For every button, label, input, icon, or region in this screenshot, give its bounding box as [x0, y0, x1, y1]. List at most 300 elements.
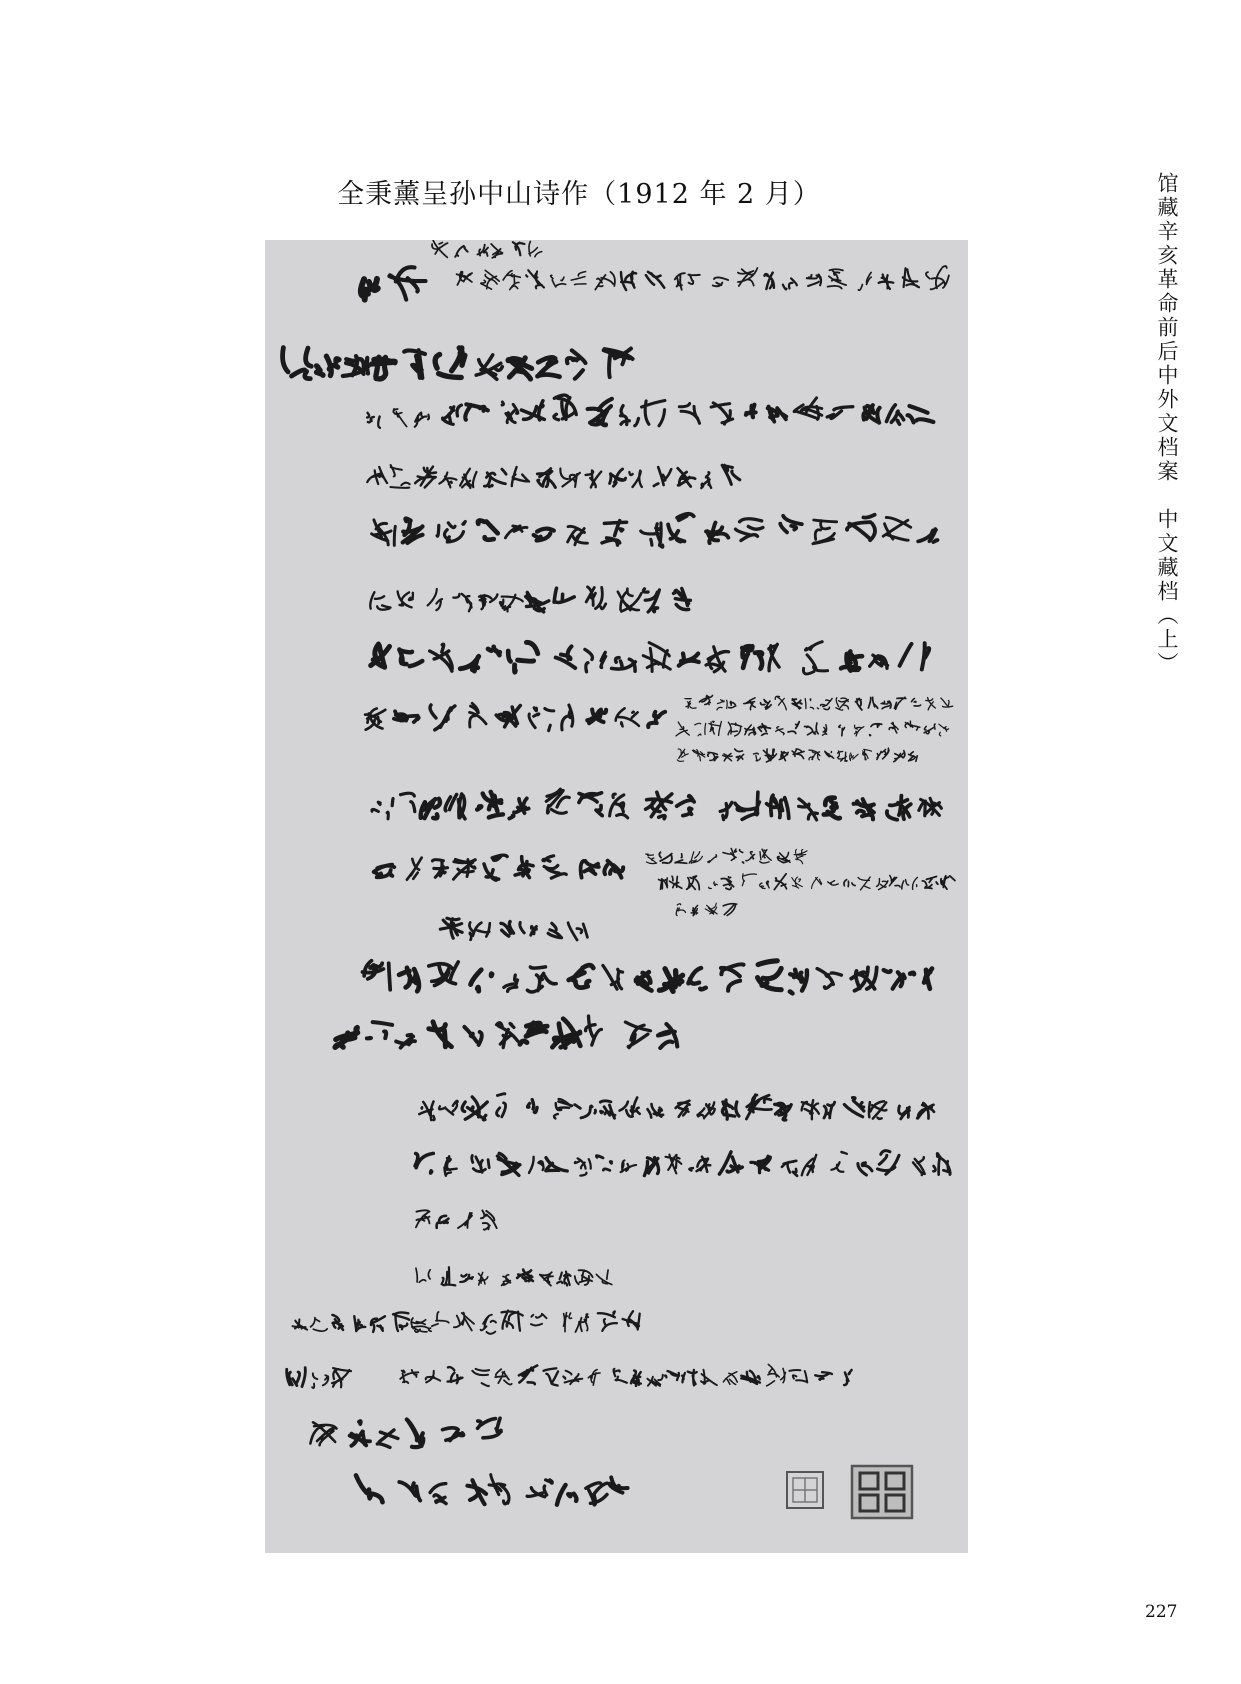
calligraphy-glyph [701, 472, 711, 488]
calligraphy-glyph [603, 965, 623, 989]
calligraphy-glyph [631, 1371, 641, 1386]
calligraphy-glyph [283, 348, 312, 379]
calligraphy-glyph [688, 275, 699, 284]
calligraphy-line [416, 1210, 497, 1229]
calligraphy-glyph [469, 922, 489, 939]
calligraphy-glyph [903, 268, 919, 287]
calligraphy-glyph [585, 649, 606, 671]
calligraphy-glyph [799, 799, 818, 820]
calligraphy-glyph [621, 406, 639, 426]
calligraphy-line [293, 1311, 640, 1334]
calligraphy-glyph [701, 1370, 717, 1386]
calligraphy-glyph [370, 592, 390, 610]
calligraphy-glyph [496, 706, 520, 727]
calligraphy-scan [265, 240, 968, 1553]
calligraphy-glyph [567, 350, 585, 378]
calligraphy-glyph [444, 1156, 456, 1176]
calligraphy-glyph [512, 467, 529, 486]
calligraphy-glyph [586, 1016, 602, 1045]
calligraphy-glyph [546, 789, 569, 813]
calligraphy-line [363, 961, 933, 994]
calligraphy-glyph [392, 793, 415, 811]
calligraphy-glyph [596, 1270, 611, 1284]
calligraphy-glyph [404, 350, 425, 378]
calligraphy-line [419, 1094, 934, 1120]
calligraphy-glyph [586, 1483, 607, 1505]
calligraphy-glyph [616, 708, 639, 726]
calligraphy-glyph [517, 1270, 533, 1282]
calligraphy-glyph [809, 750, 820, 760]
calligraphy-line [372, 789, 941, 820]
calligraphy-glyph [407, 858, 422, 880]
calligraphy-glyph [644, 1158, 658, 1176]
calligraphy-glyph [443, 405, 462, 424]
calligraphy-glyph [824, 1102, 835, 1118]
calligraphy-glyph [765, 273, 774, 289]
running-head-book: 馆藏辛亥革命前后中外文档案 [1155, 172, 1179, 484]
seal-large-icon [850, 1464, 914, 1520]
calligraphy-glyph [621, 272, 636, 290]
calligraphy-glyph [844, 880, 855, 887]
calligraphy-glyph [741, 1371, 760, 1384]
calligraphy-glyph [460, 656, 478, 671]
calligraphy-glyph [868, 697, 877, 708]
calligraphy-glyph [648, 1104, 664, 1118]
calligraphy-line [335, 1016, 677, 1048]
calligraphy-glyph [887, 796, 911, 820]
calligraphy-glyph [612, 658, 636, 672]
calligraphy-glyph [407, 1420, 423, 1448]
calligraphy-glyph [900, 643, 930, 669]
calligraphy-glyph [416, 1210, 430, 1227]
calligraphy-glyph [586, 587, 606, 609]
calligraphy-glyph [576, 1314, 589, 1332]
calligraphy-glyph [855, 725, 864, 736]
calligraphy-glyph [604, 349, 633, 378]
calligraphy-glyph [805, 723, 819, 735]
calligraphy-glyph [293, 1319, 308, 1329]
calligraphy-glyph [476, 355, 502, 379]
calligraphy-glyph [745, 725, 756, 735]
calligraphy-glyph [531, 1314, 547, 1326]
calligraphy-glyph [439, 472, 456, 487]
calligraphy-glyph [844, 1098, 864, 1117]
calligraphy-glyph [722, 1100, 739, 1119]
calligraphy-glyph [415, 467, 436, 488]
calligraphy-glyph [851, 967, 877, 990]
calligraphy-glyph [581, 861, 599, 878]
calligraphy-glyph [505, 526, 527, 538]
calligraphy-glyph [677, 749, 688, 761]
calligraphy-glyph [557, 1485, 577, 1505]
calligraphy-glyph [709, 882, 718, 889]
calligraphy-glyph [365, 709, 385, 730]
calligraphy-glyph [350, 1421, 370, 1446]
calligraphy-line [361, 267, 426, 299]
calligraphy-glyph [847, 515, 875, 541]
calligraphy-glyph [513, 242, 525, 255]
calligraphy-line [646, 848, 807, 863]
calligraphy-glyph [479, 595, 497, 610]
calligraphy-glyph [742, 874, 756, 886]
calligraphy-line [685, 696, 953, 711]
calligraphy-glyph [854, 799, 874, 819]
calligraphy-glyph [926, 266, 949, 289]
calligraphy-line [457, 266, 949, 290]
calligraphy-glyph [399, 968, 419, 991]
calligraphy-glyph [604, 861, 623, 878]
calligraphy-glyph [437, 1216, 449, 1228]
calligraphy-glyph [472, 1156, 489, 1173]
calligraphy-glyph [828, 881, 839, 886]
calligraphy-line [356, 1475, 628, 1505]
calligraphy-glyph [794, 398, 822, 420]
calligraphy-glyph [705, 903, 717, 914]
calligraphy-glyph [481, 1315, 496, 1334]
page-title: 全秉薰呈孙中山诗作（1912 年 2 月） [337, 179, 821, 210]
calligraphy-glyph [767, 1364, 786, 1386]
calligraphy-glyph [706, 523, 728, 544]
calligraphy-line [400, 1364, 851, 1386]
calligraphy-glyph [675, 273, 685, 290]
calligraphy-glyph [708, 855, 717, 863]
calligraphy-glyph [400, 1370, 418, 1383]
calligraphy-glyph [416, 1268, 430, 1282]
calligraphy-glyph [587, 710, 606, 724]
calligraphy-glyph [767, 795, 789, 818]
calligraphy-glyph [723, 1372, 737, 1385]
calligraphy-glyph [711, 403, 733, 424]
calligraphy-glyph [760, 881, 770, 889]
calligraphy-glyph [858, 877, 870, 890]
calligraphy-glyph [654, 467, 671, 486]
calligraphy-glyph [460, 1275, 473, 1283]
calligraphy-glyph [472, 1369, 489, 1386]
calligraphy-glyph [721, 877, 733, 890]
calligraphy-glyph [780, 516, 802, 533]
calligraphy-glyph [646, 854, 657, 864]
calligraphy-glyph [910, 969, 932, 989]
calligraphy-line [659, 874, 955, 890]
calligraphy-glyph [415, 413, 429, 427]
calligraphy-glyph [335, 1028, 358, 1048]
calligraphy-glyph [735, 792, 759, 819]
calligraphy-glyph [682, 1370, 697, 1386]
calligraphy-glyph [894, 751, 905, 762]
calligraphy-glyph [508, 358, 532, 379]
calligraphy-glyph [689, 852, 702, 864]
calligraphy-glyph [439, 1101, 458, 1115]
calligraphy-glyph [723, 754, 733, 761]
calligraphy-glyph [802, 1100, 819, 1119]
calligraphy-glyph [497, 1153, 520, 1175]
calligraphy-glyph [924, 724, 935, 734]
calligraphy-glyph [926, 698, 936, 710]
calligraphy-glyph [430, 1484, 446, 1504]
calligraphy-glyph [895, 697, 906, 709]
calligraphy-glyph [746, 405, 756, 418]
calligraphy-line [370, 587, 690, 612]
running-head-volume: 中文藏档（上） [1155, 508, 1179, 676]
calligraphy-glyph [863, 405, 879, 423]
calligraphy-glyph [912, 699, 921, 707]
calligraphy-glyph [415, 1153, 433, 1173]
calligraphy-glyph [453, 594, 471, 611]
calligraphy-glyph [812, 877, 822, 888]
calligraphy-glyph [779, 752, 788, 761]
calligraphy-glyph [856, 699, 862, 710]
calligraphy-glyph [899, 1106, 910, 1119]
calligraphy-line [432, 241, 542, 258]
calligraphy-glyph [377, 1430, 398, 1448]
calligraphy-glyph [769, 644, 779, 670]
calligraphy-glyph [411, 1318, 428, 1332]
calligraphy-glyph [538, 357, 560, 376]
calligraphy-glyph [419, 1102, 434, 1121]
calligraphy-glyph [674, 589, 691, 610]
calligraphy-glyph [529, 1157, 544, 1173]
calligraphy-glyph [586, 471, 602, 488]
calligraphy-glyph [501, 922, 514, 937]
calligraphy-glyph [548, 923, 562, 938]
calligraphy-glyph [658, 1024, 677, 1048]
calligraphy-glyph [790, 970, 807, 994]
calligraphy-glyph [728, 722, 742, 736]
calligraphy-glyph [543, 856, 566, 878]
calligraphy-glyph [693, 750, 705, 761]
calligraphy-glyph [738, 268, 758, 286]
calligraphy-glyph [568, 923, 587, 940]
calligraphy-glyph [774, 874, 786, 890]
calligraphy-glyph [883, 517, 911, 540]
calligraphy-glyph [788, 722, 799, 734]
calligraphy-glyph [598, 1311, 617, 1331]
calligraphy-glyph [481, 1210, 497, 1229]
calligraphy-glyph [367, 413, 380, 428]
calligraphy-glyph [595, 272, 615, 290]
calligraphy-glyph [792, 877, 803, 888]
calligraphy-glyph [666, 1155, 682, 1174]
calligraphy-glyph [722, 465, 740, 484]
calligraphy-glyph [647, 1375, 662, 1386]
calligraphy-glyph [646, 272, 664, 288]
calligraphy-glyph [723, 848, 737, 860]
calligraphy-glyph [821, 699, 833, 710]
calligraphy-glyph [317, 356, 340, 375]
calligraphy-glyph [433, 860, 448, 878]
calligraphy-glyph [805, 699, 818, 709]
calligraphy-glyph [939, 724, 949, 736]
running-head [1152, 172, 1182, 676]
calligraphy-glyph [430, 705, 455, 730]
calligraphy-glyph [520, 922, 537, 935]
handwritten-calligraphy-icon [265, 240, 968, 1553]
calligraphy-glyph [610, 794, 628, 818]
calligraphy-glyph [838, 751, 848, 761]
calligraphy-glyph [464, 1027, 481, 1045]
calligraphy-glyph [579, 793, 602, 816]
calligraphy-glyph [744, 698, 756, 710]
calligraphy-glyph [527, 967, 556, 992]
calligraphy-glyph [371, 644, 390, 667]
calligraphy-glyph [596, 1156, 611, 1171]
calligraphy-glyph [760, 849, 771, 863]
calligraphy-glyph [332, 1315, 343, 1330]
calligraphy-glyph [677, 796, 694, 816]
calligraphy-glyph [465, 404, 488, 419]
calligraphy-glyph [445, 794, 465, 819]
calligraphy-glyph [828, 269, 847, 288]
calligraphy-glyph [643, 589, 659, 612]
calligraphy-glyph [560, 468, 580, 487]
calligraphy-glyph [641, 523, 663, 547]
calligraphy-glyph [484, 855, 507, 880]
calligraphy-glyph [478, 1418, 501, 1438]
calligraphy-glyph [484, 469, 506, 487]
calligraphy-line [367, 465, 740, 488]
calligraphy-glyph [768, 407, 787, 422]
calligraphy-glyph [398, 591, 413, 607]
calligraphy-glyph [887, 405, 904, 424]
calligraphy-glyph [312, 1373, 328, 1388]
calligraphy-glyph [529, 708, 554, 731]
calligraphy-glyph [621, 1160, 637, 1172]
calligraphy-glyph [659, 969, 682, 992]
calligraphy-glyph [454, 1313, 474, 1331]
calligraphy-glyph [443, 1428, 464, 1441]
calligraphy-glyph [775, 1103, 792, 1120]
calligraphy-glyph [881, 701, 891, 709]
calligraphy-glyph [863, 749, 872, 760]
calligraphy-glyph [836, 698, 849, 710]
calligraphy-glyph [371, 1316, 385, 1332]
calligraphy-glyph [442, 1267, 456, 1285]
calligraphy-glyph [792, 699, 802, 709]
calligraphy-glyph [687, 876, 700, 890]
calligraphy-glyph [556, 646, 576, 668]
calligraphy-glyph [495, 1369, 512, 1384]
calligraphy-glyph [502, 402, 518, 423]
calligraphy-line [677, 748, 917, 762]
calligraphy-glyph [933, 1153, 950, 1174]
calligraphy-glyph [905, 721, 920, 730]
calligraphy-glyph [575, 1105, 596, 1118]
calligraphy-glyph [723, 904, 737, 916]
calligraphy-glyph [390, 465, 409, 488]
calligraphy-line [676, 721, 949, 736]
calligraphy-glyph [467, 1480, 486, 1504]
calligraphy-glyph [520, 1023, 547, 1044]
calligraphy-glyph [502, 1311, 523, 1331]
calligraphy-glyph [435, 348, 465, 378]
calligraphy-glyph [557, 1272, 570, 1286]
calligraphy-glyph [571, 272, 586, 285]
calligraphy-glyph [735, 749, 744, 761]
calligraphy-glyph [602, 521, 627, 546]
calligraphy-glyph [758, 724, 770, 736]
calligraphy-glyph [429, 1022, 452, 1047]
calligraphy-glyph [792, 749, 804, 759]
calligraphy-glyph [817, 969, 841, 989]
calligraphy-glyph [428, 589, 443, 610]
calligraphy-glyph [839, 725, 845, 736]
calligraphy-glyph [332, 1368, 351, 1387]
calligraphy-glyph [462, 1097, 487, 1120]
calligraphy-glyph [642, 401, 665, 426]
calligraphy-glyph [575, 1158, 591, 1175]
calligraphy-line [440, 918, 587, 940]
calligraphy-glyph [569, 965, 594, 988]
calligraphy-glyph [600, 1101, 615, 1118]
calligraphy-glyph [544, 1368, 558, 1385]
calligraphy-glyph [695, 723, 706, 736]
calligraphy-glyph [429, 962, 458, 986]
calligraphy-glyph [889, 876, 903, 889]
calligraphy-line [415, 1151, 950, 1176]
calligraphy-glyph [670, 876, 682, 888]
calligraphy-glyph [455, 246, 467, 257]
calligraphy-glyph [343, 356, 370, 376]
calligraphy-glyph [458, 1213, 472, 1228]
calligraphy-glyph [311, 1318, 328, 1332]
calligraphy-glyph [717, 700, 727, 710]
calligraphy-glyph [870, 655, 888, 668]
calligraphy-glyph [430, 644, 452, 671]
calligraphy-glyph [919, 798, 942, 816]
calligraphy-glyph [568, 526, 588, 545]
calligraphy-glyph [588, 1370, 600, 1386]
calligraphy-glyph [869, 1101, 886, 1119]
calligraphy-line [443, 395, 934, 426]
calligraphy-glyph [372, 357, 395, 379]
calligraphy-glyph [858, 1163, 872, 1175]
calligraphy-glyph [736, 519, 763, 541]
calligraphy-glyph [803, 642, 827, 674]
calligraphy-glyph [562, 705, 573, 730]
calligraphy-glyph [554, 588, 574, 602]
calligraphy-glyph [668, 514, 694, 542]
calligraphy-glyph [679, 654, 699, 666]
calligraphy-glyph [758, 961, 782, 990]
calligraphy-glyph [742, 646, 762, 668]
calligraphy-glyph [372, 520, 396, 545]
calligraphy-glyph [504, 975, 518, 991]
calligraphy-glyph [659, 852, 672, 863]
calligraphy-glyph [618, 589, 642, 612]
calligraphy-glyph [648, 712, 665, 727]
calligraphy-glyph [909, 752, 918, 762]
calligraphy-glyph [823, 725, 827, 736]
calligraphy-glyph [753, 753, 760, 761]
calligraphy-glyph [367, 467, 387, 484]
calligraphy-glyph [877, 879, 888, 890]
calligraphy-glyph [783, 278, 797, 289]
calligraphy-line [365, 703, 665, 730]
calligraphy-glyph [491, 244, 502, 258]
seal-small-icon [785, 1470, 825, 1510]
calligraphy-glyph [489, 1475, 509, 1504]
calligraphy-glyph [679, 404, 699, 424]
calligraphy-glyph [287, 1368, 306, 1387]
calligraphy-glyph [500, 595, 523, 612]
calligraphy-glyph [751, 1156, 770, 1173]
calligraphy-glyph [844, 1370, 851, 1385]
calligraphy-glyph [470, 703, 487, 727]
calligraphy-glyph [763, 749, 776, 762]
calligraphy-glyph [878, 1151, 900, 1175]
calligraphy-glyph [361, 279, 378, 300]
calligraphy-glyph [437, 521, 465, 542]
